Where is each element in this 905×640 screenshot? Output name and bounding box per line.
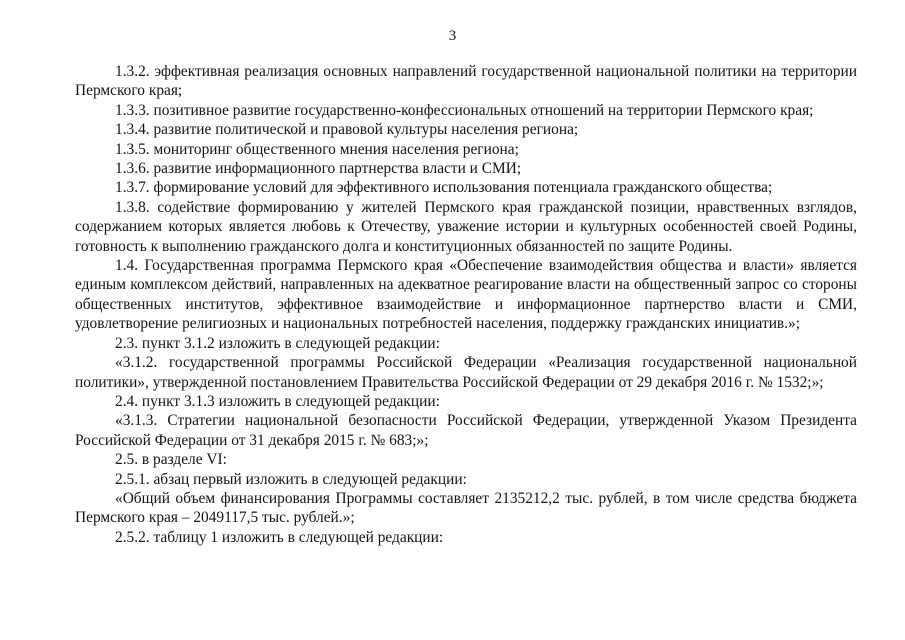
- paragraph-1-3-2: 1.3.2. эффективная реализация основных направлений государственной национальной политики на территории Пермского края;: [75, 63, 857, 100]
- paragraph-1-4: 1.4. Государственная программа Пермского края «Обеспечение взаимодействия общества и власти» является единым комплексом действий, направленных на адекватное реагирование власти на общественный запрос со стороны общественных институтов, эффективное взаимодействие и информационное партнерство власти и СМИ, удовлетворение религиозных и национальных потребностей населения, поддержку гражданских инициатив.»;: [75, 257, 857, 333]
- page-number: 3: [448, 28, 457, 44]
- paragraph-financing-quote: «Общий объем финансирования Программы составляет 2135212,2 тыс. рублей, в том числе средства бюджета Пермского края – 2049117,5 тыс. рублей.»;: [75, 489, 857, 527]
- paragraph-1-3-4: 1.3.4. развитие политической и правовой культуры населения региона;: [115, 121, 579, 139]
- paragraph-1-3-8: 1.3.8. содействие формированию у жителей Пермского края гражданской позиции, нравственных взглядов, содержанием которых является любовь к Отечеству, уважение истории и культурных особенностей своей Родины, готовность к выполнению гражданского долга и конституционных обязанностей по защите Родины.: [75, 198, 857, 255]
- paragraph-2-5-1: 2.5.1. абзац первый изложить в следующей редакции:: [115, 470, 467, 488]
- paragraph-1-3-7: 1.3.7. формирование условий для эффективного использования потенциала гражданского общества;: [115, 179, 773, 197]
- paragraph-1-3-6: 1.3.6. развитие информационного партнерства власти и СМИ;: [115, 160, 522, 178]
- paragraph-1-3-3: 1.3.3. позитивное развитие государственно-конфессиональных отношений на территории Пермского края;: [115, 101, 814, 119]
- paragraph-3-1-2-quote: «3.1.2. государственной программы Российской Федерации «Реализация государственной национальной политики», утвержденной постановлением Правительства Российской Федерации от 29 декабря 2016 г. № 1532;»;: [75, 354, 857, 391]
- paragraph-3-1-3-quote: «3.1.3. Стратегии национальной безопасности Российской Федерации, утвержденной Указом Президента Российской Федерации от 31 декабря 2015 г. № 683;»;: [75, 412, 857, 449]
- paragraph-2-4: 2.4. пункт 3.1.3 изложить в следующей редакции:: [115, 392, 440, 410]
- paragraph-2-5-2: 2.5.2. таблицу 1 изложить в следующей редакции:: [115, 528, 444, 546]
- paragraph-2-3: 2.3. пункт 3.1.2 изложить в следующей редакции:: [115, 334, 440, 352]
- document-body: [75, 62, 857, 547]
- paragraph-1-3-5: 1.3.5. мониторинг общественного мнения населения региона;: [115, 140, 519, 158]
- paragraph-2-5: 2.5. в разделе VI:: [115, 451, 227, 469]
